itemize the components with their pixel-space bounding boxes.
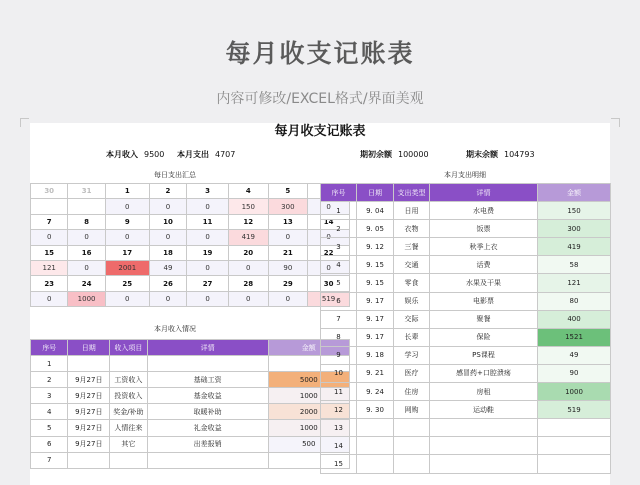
calendar-day-number: 28 bbox=[228, 276, 268, 291]
income-date-cell[interactable]: 9月27日 bbox=[68, 404, 110, 420]
income-item-cell[interactable]: 人情往来 bbox=[110, 420, 147, 436]
expense-row bbox=[321, 238, 611, 256]
expense-amount-cell[interactable]: 1521 bbox=[538, 328, 611, 346]
income-table bbox=[30, 339, 350, 469]
calendar-day-number: 8 bbox=[68, 214, 105, 229]
calendar-amount-row bbox=[31, 291, 350, 306]
calendar-day-number: 30 bbox=[31, 184, 68, 199]
calendar-day-amount[interactable]: 0 bbox=[187, 199, 229, 214]
expense-type-cell[interactable] bbox=[394, 455, 430, 473]
calendar-day-amount[interactable]: 121 bbox=[31, 260, 68, 275]
expense-type-cell[interactable]: 三餐 bbox=[394, 238, 430, 256]
income-header-detail: 详情 bbox=[147, 340, 268, 356]
calendar-day-row bbox=[31, 245, 350, 260]
calendar-day-number: 16 bbox=[68, 245, 105, 260]
expense-detail-cell[interactable]: 话费 bbox=[430, 256, 538, 274]
calendar-day-number: 18 bbox=[149, 245, 186, 260]
expense-amount-cell[interactable]: 49 bbox=[538, 346, 611, 364]
corner-mark bbox=[20, 118, 29, 127]
income-detail-cell[interactable] bbox=[147, 356, 268, 372]
income-amount-cell[interactable]: 2000 bbox=[268, 404, 349, 420]
income-index-cell: 2 bbox=[31, 372, 68, 388]
calendar-day-amount[interactable]: 0 bbox=[149, 291, 186, 306]
expense-row bbox=[321, 383, 611, 401]
expense-row bbox=[321, 310, 611, 328]
income-amount-cell[interactable]: 1000 bbox=[268, 388, 349, 404]
expense-row bbox=[321, 256, 611, 274]
calendar-day-number: 23 bbox=[31, 276, 68, 291]
expense-amount-cell[interactable]: 121 bbox=[538, 274, 611, 292]
expense-index-cell: 9 bbox=[321, 346, 357, 364]
income-header-item: 收入项目 bbox=[110, 340, 147, 356]
income-row bbox=[31, 404, 350, 420]
expense-row bbox=[321, 220, 611, 238]
calendar-day-number: 27 bbox=[187, 276, 229, 291]
expense-date-cell[interactable]: 9. 04 bbox=[357, 202, 394, 220]
calendar-day-number: 4 bbox=[228, 184, 268, 199]
calendar-day-number: 5 bbox=[268, 184, 308, 199]
calendar-day-number: 31 bbox=[68, 184, 105, 199]
calendar-day-amount[interactable]: 1000 bbox=[68, 291, 105, 306]
expense-index-cell: 1 bbox=[321, 202, 357, 220]
expense-date-cell[interactable]: 9. 24 bbox=[357, 383, 394, 401]
calendar-day-amount[interactable]: 300 bbox=[268, 199, 308, 214]
expense-type-cell[interactable]: 娱乐 bbox=[394, 292, 430, 310]
expense-date-cell[interactable]: 9. 17 bbox=[357, 310, 394, 328]
expense-date-cell[interactable] bbox=[357, 419, 394, 437]
expense-detail-cell[interactable] bbox=[430, 419, 538, 437]
expense-date-cell[interactable] bbox=[357, 437, 394, 455]
calendar-day-amount[interactable]: 0 bbox=[187, 291, 229, 306]
expense-index-cell: 11 bbox=[321, 383, 357, 401]
income-summary bbox=[106, 148, 164, 162]
expense-detail-cell[interactable]: 饭票 bbox=[430, 220, 538, 238]
expense-amount-cell[interactable]: 300 bbox=[538, 220, 611, 238]
income-index-cell: 1 bbox=[31, 356, 68, 372]
expense-row bbox=[321, 202, 611, 220]
expense-date-cell[interactable] bbox=[357, 455, 394, 473]
expense-detail-cell[interactable]: 电影票 bbox=[430, 292, 538, 310]
calendar-day-amount[interactable]: 0 bbox=[187, 230, 229, 245]
income-index-cell: 7 bbox=[31, 452, 68, 468]
calendar-day-number: 30 bbox=[308, 276, 350, 291]
expense-amount-cell[interactable]: 150 bbox=[538, 202, 611, 220]
opening-balance-label: 期初余额 bbox=[360, 150, 392, 159]
expense-row bbox=[321, 401, 611, 419]
calendar-day-number: 24 bbox=[68, 276, 105, 291]
expense-index-cell: 8 bbox=[321, 328, 357, 346]
calendar-day-amount[interactable]: 0 bbox=[105, 230, 149, 245]
expense-type-cell[interactable]: 长辈 bbox=[394, 328, 430, 346]
opening-balance-value[interactable]: 100000 bbox=[398, 150, 429, 159]
expense-index-cell: 3 bbox=[321, 238, 357, 256]
income-row bbox=[31, 420, 350, 436]
calendar-day-amount[interactable] bbox=[68, 199, 105, 214]
calendar-amount-row bbox=[31, 260, 350, 275]
calendar-day-number: 17 bbox=[105, 245, 149, 260]
expense-detail-cell[interactable]: 水电费 bbox=[430, 202, 538, 220]
calendar-day-amount[interactable]: 0 bbox=[187, 260, 229, 275]
ledger-sheet bbox=[30, 123, 610, 485]
expense-amount-cell[interactable]: 419 bbox=[538, 238, 611, 256]
expense-amount-cell[interactable]: 90 bbox=[538, 364, 611, 382]
expense-date-cell[interactable]: 9. 21 bbox=[357, 364, 394, 382]
income-row bbox=[31, 436, 350, 452]
expense-header-date: 日期 bbox=[357, 184, 394, 202]
income-summary-label: 本月收入 bbox=[106, 150, 138, 159]
expense-index-cell: 10 bbox=[321, 364, 357, 382]
calendar-day-amount[interactable]: 2001 bbox=[105, 260, 149, 275]
expense-date-cell[interactable]: 9. 18 bbox=[357, 346, 394, 364]
calendar-day-number: 12 bbox=[228, 214, 268, 229]
expense-summary-value[interactable]: 4707 bbox=[215, 150, 236, 159]
income-amount-cell[interactable]: 500 bbox=[268, 436, 349, 452]
expense-date-cell[interactable]: 9. 05 bbox=[357, 220, 394, 238]
expense-amount-cell[interactable]: 1000 bbox=[538, 383, 611, 401]
income-header-amount: 金额 bbox=[268, 340, 349, 356]
expense-index-cell: 2 bbox=[321, 220, 357, 238]
calendar-day-amount[interactable]: 0 bbox=[68, 230, 105, 245]
expense-row bbox=[321, 274, 611, 292]
expense-index-cell: 12 bbox=[321, 401, 357, 419]
expense-detail-cell[interactable]: 水果及干果 bbox=[430, 274, 538, 292]
income-index-cell: 5 bbox=[31, 420, 68, 436]
income-header-row bbox=[31, 340, 350, 356]
calendar-day-number: 13 bbox=[268, 214, 308, 229]
calendar-day-amount[interactable]: 0 bbox=[149, 199, 186, 214]
expense-detail-cell[interactable]: 聚餐 bbox=[430, 310, 538, 328]
calendar-amount-row bbox=[31, 199, 350, 214]
calendar-day-number: 22 bbox=[308, 245, 350, 260]
income-date-cell[interactable]: 9月27日 bbox=[68, 420, 110, 436]
expense-date-cell[interactable]: 9. 30 bbox=[357, 401, 394, 419]
income-row bbox=[31, 388, 350, 404]
expense-header-row bbox=[321, 184, 611, 202]
calendar-day-amount[interactable]: 90 bbox=[268, 260, 308, 275]
expense-detail-cell[interactable]: 运动鞋 bbox=[430, 401, 538, 419]
income-detail-title: 本月收入情况 bbox=[154, 325, 196, 333]
income-header-index: 序号 bbox=[31, 340, 68, 356]
closing-balance-value[interactable]: 104793 bbox=[504, 150, 535, 159]
expense-row bbox=[321, 292, 611, 310]
expense-date-cell[interactable]: 9. 17 bbox=[357, 292, 394, 310]
income-index-cell: 3 bbox=[31, 388, 68, 404]
expense-date-cell[interactable]: 9. 15 bbox=[357, 274, 394, 292]
expense-index-cell: 14 bbox=[321, 437, 357, 455]
income-index-cell: 4 bbox=[31, 404, 68, 420]
calendar-day-amount[interactable]: 150 bbox=[228, 199, 268, 214]
expense-type-cell[interactable]: 医疗 bbox=[394, 364, 430, 382]
calendar-day-amount[interactable]: 0 bbox=[268, 291, 308, 306]
expense-index-cell: 7 bbox=[321, 310, 357, 328]
expense-row bbox=[321, 328, 611, 346]
income-row bbox=[31, 356, 350, 372]
daily-expense-calendar bbox=[30, 183, 350, 307]
calendar-day-row bbox=[31, 276, 350, 291]
expense-detail-cell[interactable]: PS课程 bbox=[430, 346, 538, 364]
calendar-day-number: 10 bbox=[149, 214, 186, 229]
page-title: 每月收支记账表 bbox=[225, 39, 415, 68]
calendar-day-amount[interactable]: 0 bbox=[268, 230, 308, 245]
expense-header-type: 支出类型 bbox=[394, 184, 430, 202]
income-row bbox=[31, 372, 350, 388]
expense-detail-cell[interactable]: 感冒药+口腔溃疡 bbox=[430, 364, 538, 382]
expense-index-cell: 4 bbox=[321, 256, 357, 274]
expense-amount-cell[interactable]: 400 bbox=[538, 310, 611, 328]
corner-mark bbox=[611, 118, 620, 127]
expense-detail-cell[interactable] bbox=[430, 437, 538, 455]
calendar-day-amount[interactable]: 0 bbox=[31, 230, 68, 245]
expense-header-detail: 详情 bbox=[430, 184, 538, 202]
expense-row bbox=[321, 364, 611, 382]
income-detail-cell[interactable]: 出差报销 bbox=[147, 436, 268, 452]
calendar-day-number: 20 bbox=[228, 245, 268, 260]
calendar-day-number: 15 bbox=[31, 245, 68, 260]
expense-amount-cell[interactable] bbox=[538, 455, 611, 473]
closing-balance-label: 期末余额 bbox=[466, 150, 498, 159]
expense-type-cell[interactable]: 衣物 bbox=[394, 220, 430, 238]
income-summary-value[interactable]: 9500 bbox=[144, 150, 165, 159]
calendar-day-amount[interactable] bbox=[31, 199, 68, 214]
calendar-day-number: 11 bbox=[187, 214, 229, 229]
expense-type-cell[interactable]: 日用 bbox=[394, 202, 430, 220]
income-item-cell[interactable]: 其它 bbox=[110, 436, 147, 452]
calendar-day-number: 2 bbox=[149, 184, 186, 199]
expense-row bbox=[321, 419, 611, 437]
expense-header-amount: 金额 bbox=[538, 184, 611, 202]
expense-summary-label: 本月支出 bbox=[177, 150, 209, 159]
closing-balance bbox=[466, 148, 535, 162]
expense-header-index: 序号 bbox=[321, 184, 357, 202]
income-detail-cell[interactable]: 礼金收益 bbox=[147, 420, 268, 436]
page-subtitle: 内容可修改/EXCEL格式/界面美观 bbox=[216, 91, 424, 107]
expense-amount-cell[interactable]: 80 bbox=[538, 292, 611, 310]
sheet-title: 每月收支记账表 bbox=[274, 124, 366, 139]
income-detail-cell[interactable]: 基础工资 bbox=[147, 372, 268, 388]
calendar-day-amount[interactable]: 0 bbox=[68, 260, 105, 275]
income-detail-cell[interactable] bbox=[147, 452, 268, 468]
expense-detail-cell[interactable]: 保险 bbox=[430, 328, 538, 346]
calendar-day-amount[interactable]: 0 bbox=[308, 260, 350, 275]
expense-detail-cell[interactable]: 房租 bbox=[430, 383, 538, 401]
calendar-day-amount[interactable]: 49 bbox=[149, 260, 186, 275]
income-index-cell: 6 bbox=[31, 436, 68, 452]
calendar-day-number: 9 bbox=[105, 214, 149, 229]
calendar-day-number: 7 bbox=[31, 214, 68, 229]
expense-type-cell[interactable]: 交通 bbox=[394, 256, 430, 274]
expense-date-cell[interactable]: 9. 17 bbox=[357, 328, 394, 346]
expense-amount-cell[interactable]: 58 bbox=[538, 256, 611, 274]
income-detail-cell[interactable]: 取暖补助 bbox=[147, 404, 268, 420]
opening-balance bbox=[360, 148, 429, 162]
expense-type-cell[interactable] bbox=[394, 419, 430, 437]
expense-index-cell: 5 bbox=[321, 274, 357, 292]
expense-index-cell: 15 bbox=[321, 455, 357, 473]
expense-amount-cell[interactable] bbox=[538, 419, 611, 437]
calendar-day-amount[interactable]: 0 bbox=[105, 199, 149, 214]
expense-row bbox=[321, 437, 611, 455]
calendar-day-number: 29 bbox=[268, 276, 308, 291]
calendar-day-number: 14 bbox=[308, 214, 350, 229]
calendar-day-amount[interactable]: 419 bbox=[228, 230, 268, 245]
expense-detail-cell[interactable]: 秋季上衣 bbox=[430, 238, 538, 256]
calendar-day-number: 1 bbox=[105, 184, 149, 199]
calendar-day-amount[interactable]: 0 bbox=[308, 199, 350, 214]
calendar-day-amount[interactable]: 0 bbox=[228, 291, 268, 306]
calendar-day-number: 3 bbox=[187, 184, 229, 199]
income-item-cell[interactable]: 工资收入 bbox=[110, 372, 147, 388]
income-item-cell[interactable] bbox=[110, 356, 147, 372]
daily-summary-title: 每日支出汇总 bbox=[154, 171, 196, 179]
calendar-day-amount[interactable]: 0 bbox=[105, 291, 149, 306]
expense-type-cell[interactable]: 住房 bbox=[394, 383, 430, 401]
income-amount-cell[interactable]: 5000 bbox=[268, 372, 349, 388]
income-date-cell[interactable] bbox=[68, 356, 110, 372]
expense-index-cell: 6 bbox=[321, 292, 357, 310]
expense-date-cell[interactable]: 9. 12 bbox=[357, 238, 394, 256]
income-item-cell[interactable]: 奖金/补助 bbox=[110, 404, 147, 420]
income-row bbox=[31, 452, 350, 468]
expense-summary bbox=[177, 148, 235, 162]
calendar-day-number: 19 bbox=[187, 245, 229, 260]
expense-type-cell[interactable]: 网购 bbox=[394, 401, 430, 419]
calendar-day-row bbox=[31, 214, 350, 229]
expense-amount-cell[interactable]: 519 bbox=[538, 401, 611, 419]
calendar-amount-row bbox=[31, 230, 350, 245]
expense-index-cell: 13 bbox=[321, 419, 357, 437]
calendar-day-number: 26 bbox=[149, 276, 186, 291]
calendar-day-row bbox=[31, 184, 350, 199]
expense-type-cell[interactable]: 交际 bbox=[394, 310, 430, 328]
expense-row bbox=[321, 455, 611, 473]
income-amount-cell[interactable]: 1000 bbox=[268, 420, 349, 436]
income-item-cell[interactable]: 投资收入 bbox=[110, 388, 147, 404]
income-detail-cell[interactable]: 基金收益 bbox=[147, 388, 268, 404]
expense-detail-title: 本月支出明细 bbox=[444, 171, 486, 179]
income-date-cell[interactable] bbox=[68, 452, 110, 468]
income-item-cell[interactable] bbox=[110, 452, 147, 468]
expense-detail-cell[interactable] bbox=[430, 455, 538, 473]
expense-date-cell[interactable]: 9. 15 bbox=[357, 256, 394, 274]
expense-type-cell[interactable]: 学习 bbox=[394, 346, 430, 364]
calendar-day-amount[interactable]: 0 bbox=[31, 291, 68, 306]
expense-table bbox=[320, 183, 611, 474]
income-header-date: 日期 bbox=[68, 340, 110, 356]
calendar-day-amount[interactable]: 0 bbox=[308, 230, 350, 245]
income-date-cell[interactable]: 9月27日 bbox=[68, 388, 110, 404]
calendar-day-amount[interactable]: 519 bbox=[308, 291, 350, 306]
calendar-day-amount[interactable]: 0 bbox=[228, 260, 268, 275]
expense-row bbox=[321, 346, 611, 364]
expense-type-cell[interactable]: 零食 bbox=[394, 274, 430, 292]
expense-type-cell[interactable] bbox=[394, 437, 430, 455]
calendar-day-number: 25 bbox=[105, 276, 149, 291]
income-date-cell[interactable]: 9月27日 bbox=[68, 372, 110, 388]
calendar-day-amount[interactable]: 0 bbox=[149, 230, 186, 245]
expense-amount-cell[interactable] bbox=[538, 437, 611, 455]
calendar-day-number: 21 bbox=[268, 245, 308, 260]
income-date-cell[interactable]: 9月27日 bbox=[68, 436, 110, 452]
